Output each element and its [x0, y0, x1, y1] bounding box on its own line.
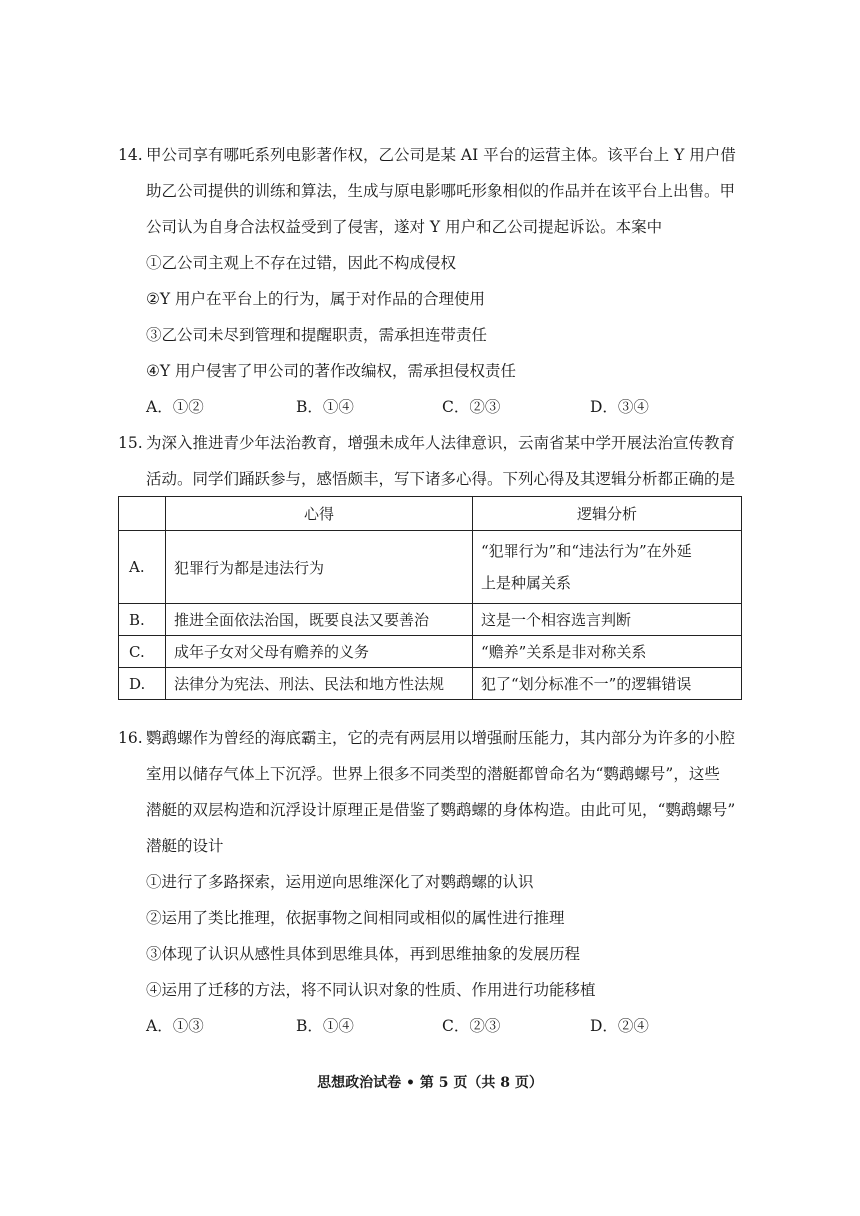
table-header-cell: 心得 — [166, 497, 473, 531]
statement-3: ③乙公司未尽到管理和提醒职责，需承担连带责任 — [146, 326, 488, 344]
question-number: 15. — [118, 434, 143, 452]
table-row — [119, 668, 742, 700]
table-row — [119, 531, 742, 604]
insight-cell: 犯罪行为都是违法行为 — [166, 531, 473, 604]
table-header-row — [119, 497, 742, 531]
row-label: D. — [119, 668, 166, 700]
question-stem-line: 鹦鹉螺作为曾经的海底霸主，它的壳有两层用以增强耐压能力，其内部分为许多的小腔 — [146, 729, 736, 747]
analysis-cell — [473, 531, 742, 604]
table-header-cell — [119, 497, 166, 531]
analysis-line: “犯罪行为”和“违法行为”在外延 — [481, 542, 692, 560]
statement-2: ②Y 用户在平台上的行为，属于对作品的合理使用 — [146, 290, 486, 308]
question-stem-line: 公司认为自身合法权益受到了侵害，遂对 Y 用户和乙公司提起诉讼。本案中 — [146, 218, 663, 236]
analysis-cell: 这是一个相容选言判断 — [473, 604, 742, 636]
table-header-cell: 逻辑分析 — [473, 497, 742, 531]
analysis-cell: “赡养”关系是非对称关系 — [473, 636, 742, 668]
row-label: C. — [119, 636, 166, 668]
analysis-line: 上是种属关系 — [481, 574, 572, 592]
answer-options — [146, 1016, 746, 1036]
statement-4: ④Y 用户侵害了甲公司的著作改编权，需承担侵权责任 — [146, 362, 517, 380]
question-stem-line: 潜艇的双层构造和沉浮设计原理正是借鉴了鹦鹉螺的身体构造。由此可见，“鹦鹉螺号” — [146, 801, 736, 819]
statement-2: ②运用了类比推理，依据事物之间相同或相似的属性进行推理 — [146, 909, 565, 927]
analysis-table — [118, 496, 742, 700]
option-c[interactable]: C．②③ — [442, 398, 501, 416]
question-number: 14. — [118, 146, 143, 164]
option-b[interactable]: B．①④ — [296, 398, 354, 416]
insight-cell: 成年子女对父母有赡养的义务 — [166, 636, 473, 668]
option-a[interactable]: A．①③ — [146, 1017, 204, 1035]
answer-options — [146, 397, 746, 417]
question-stem-line: 室用以储存气体上下沉浮。世界上很多不同类型的潜艇都曾命名为“鹦鹉螺号”，这些 — [146, 765, 720, 783]
statement-4: ④运用了迁移的方法，将不同认识对象的性质、作用进行功能移植 — [146, 981, 596, 999]
question-stem-line: 甲公司享有哪吒系列电影著作权，乙公司是某 AI 平台的运营主体。该平台上 Y 用户借 — [146, 146, 736, 164]
question-stem-line: 潜艇的设计 — [146, 837, 224, 855]
option-d[interactable]: D．②④ — [590, 1017, 649, 1035]
analysis-cell: 犯了“划分标准不一”的逻辑错误 — [473, 668, 742, 700]
page-footer: 思想政治试卷 • 第 5 页（共 8 页） — [317, 1075, 543, 1091]
option-b[interactable]: B．①④ — [296, 1017, 354, 1035]
table-row — [119, 636, 742, 668]
question-stem-line: 为深入推进青少年法治教育，增强未成年人法律意识，云南省某中学开展法治宣传教育 — [146, 434, 736, 452]
question-stem-line: 助乙公司提供的训练和算法，生成与原电影哪吒形象相似的作品并在该平台上出售。甲 — [146, 182, 736, 200]
insight-cell: 推进全面依法治国，既要良法又要善治 — [166, 604, 473, 636]
option-d[interactable]: D．③④ — [590, 398, 649, 416]
insight-cell: 法律分为宪法、刑法、民法和地方性法规 — [166, 668, 473, 700]
table-row — [119, 604, 742, 636]
row-label: B. — [119, 604, 166, 636]
question-stem-line: 活动。同学们踊跃参与，感悟颇丰，写下诸多心得。下列心得及其逻辑分析都正确的是 — [146, 470, 736, 488]
option-a[interactable]: A．①② — [146, 398, 204, 416]
question-number: 16. — [118, 729, 143, 747]
option-c[interactable]: C．②③ — [442, 1017, 501, 1035]
row-label: A. — [119, 531, 166, 604]
statement-1: ①乙公司主观上不存在过错，因此不构成侵权 — [146, 254, 457, 272]
statement-1: ①进行了多路探索，运用逆向思维深化了对鹦鹉螺的认识 — [146, 873, 534, 891]
statement-3: ③体现了认识从感性具体到思维具体，再到思维抽象的发展历程 — [146, 945, 581, 963]
